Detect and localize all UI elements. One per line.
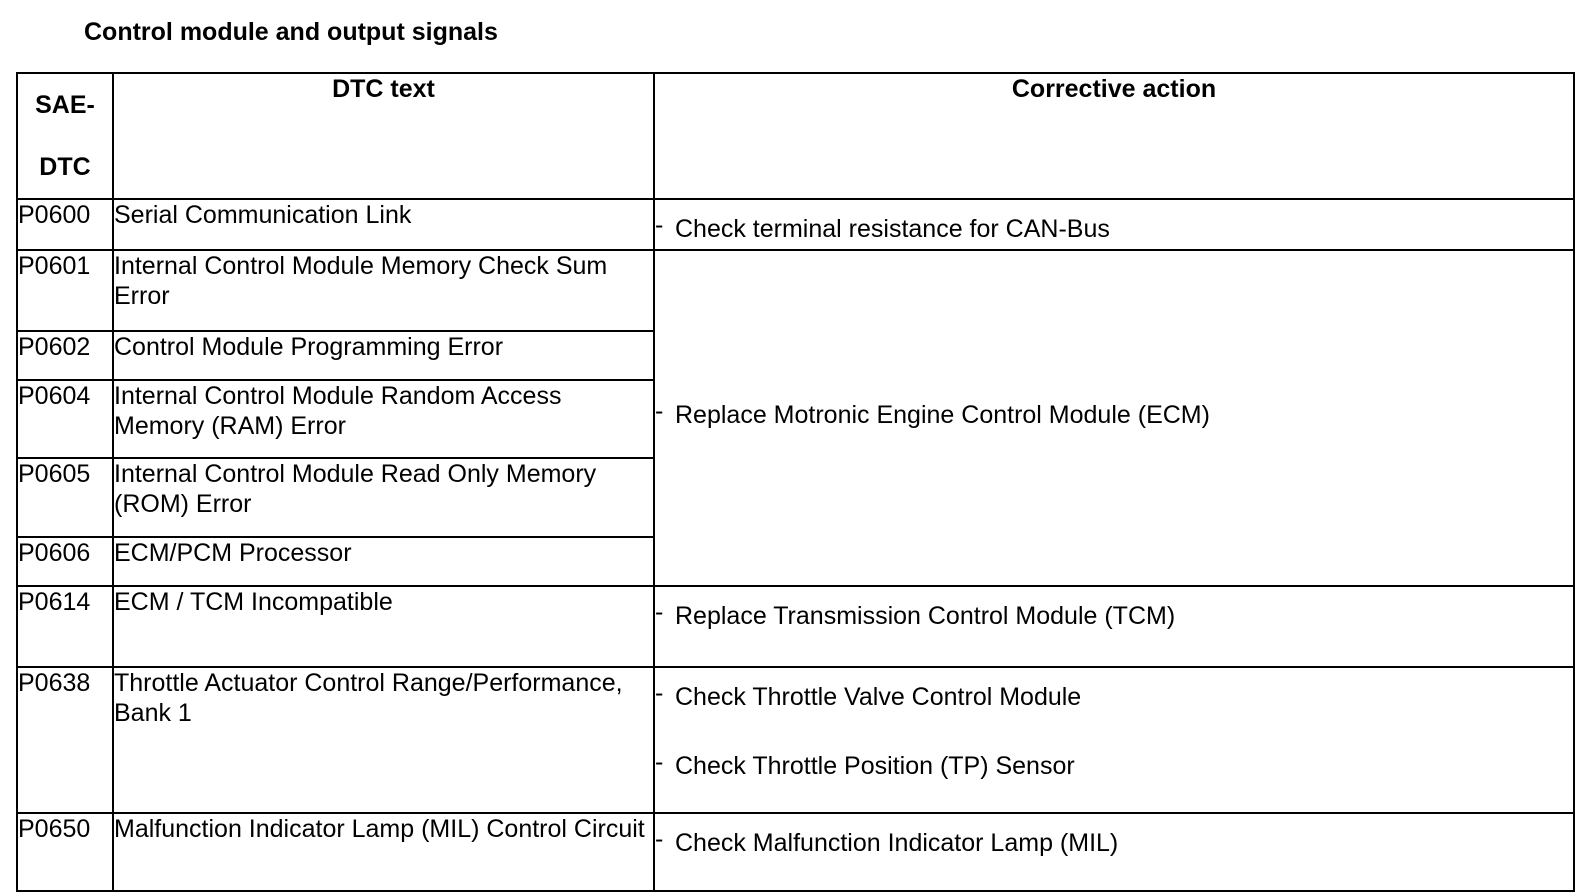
header-corrective-action: Corrective action — [654, 73, 1574, 199]
dtc-code: P0606 — [17, 537, 113, 586]
dtc-text: Serial Communication Link — [113, 199, 654, 250]
page-title: Control module and output signals — [84, 18, 498, 46]
action-text: Replace Transmission Control Module (TCM) — [675, 602, 1176, 630]
dtc-text: Internal Control Module Read Only Memory (ROM) Error — [113, 458, 654, 537]
dtc-code: P0602 — [17, 331, 113, 380]
action-item — [655, 210, 1573, 244]
dtc-code: P0650 — [17, 813, 113, 891]
corrective-action-cell — [654, 667, 1574, 813]
header-sae-dtc — [17, 73, 113, 199]
header-sae-dtc-line2: DTC — [39, 153, 91, 181]
header-dtc-text: DTC text — [113, 73, 654, 199]
bullet-dash: - — [655, 748, 664, 776]
dtc-text: ECM/PCM Processor — [113, 537, 654, 586]
table-row — [17, 250, 1574, 331]
dtc-text: ECM / TCM Incompatible — [113, 586, 654, 667]
action-item — [655, 747, 1573, 781]
dtc-table — [16, 72, 1575, 892]
bullet-dash: - — [655, 211, 664, 239]
corrective-action-cell — [654, 813, 1574, 891]
action-item — [655, 678, 1573, 712]
action-text: Check terminal resistance for CAN-Bus — [675, 215, 1110, 243]
dtc-code: P0600 — [17, 199, 113, 250]
table-header-row — [17, 73, 1574, 199]
corrective-action-cell — [654, 199, 1574, 250]
action-item — [655, 597, 1573, 631]
dtc-text: Malfunction Indicator Lamp (MIL) Control Circuit — [113, 813, 654, 891]
action-text: Replace Motronic Engine Control Module (ECM) — [675, 401, 1210, 429]
bullet-dash: - — [655, 825, 664, 853]
bullet-dash: - — [655, 679, 664, 707]
action-item — [655, 824, 1573, 858]
dtc-text: Internal Control Module Random Access Memory (RAM) Error — [113, 380, 654, 458]
action-item — [655, 396, 1573, 430]
bullet-dash: - — [655, 598, 664, 626]
table-row — [17, 199, 1574, 250]
corrective-action-cell — [654, 250, 1574, 586]
header-sae-dtc-line1: SAE- — [35, 91, 95, 119]
dtc-text: Internal Control Module Memory Check Sum Error — [113, 250, 654, 331]
corrective-action-cell — [654, 586, 1574, 667]
dtc-text: Throttle Actuator Control Range/Performance, Bank 1 — [113, 667, 654, 813]
dtc-code: P0601 — [17, 250, 113, 331]
action-text: Check Throttle Position (TP) Sensor — [675, 752, 1075, 780]
dtc-code: P0605 — [17, 458, 113, 537]
table-row — [17, 813, 1574, 891]
table-row — [17, 586, 1574, 667]
action-text: Check Malfunction Indicator Lamp (MIL) — [675, 829, 1119, 857]
action-text: Check Throttle Valve Control Module — [675, 683, 1082, 711]
dtc-code: P0604 — [17, 380, 113, 458]
dtc-code: P0614 — [17, 586, 113, 667]
table-row — [17, 667, 1574, 813]
dtc-code: P0638 — [17, 667, 113, 813]
bullet-dash: - — [655, 397, 664, 425]
dtc-text: Control Module Programming Error — [113, 331, 654, 380]
